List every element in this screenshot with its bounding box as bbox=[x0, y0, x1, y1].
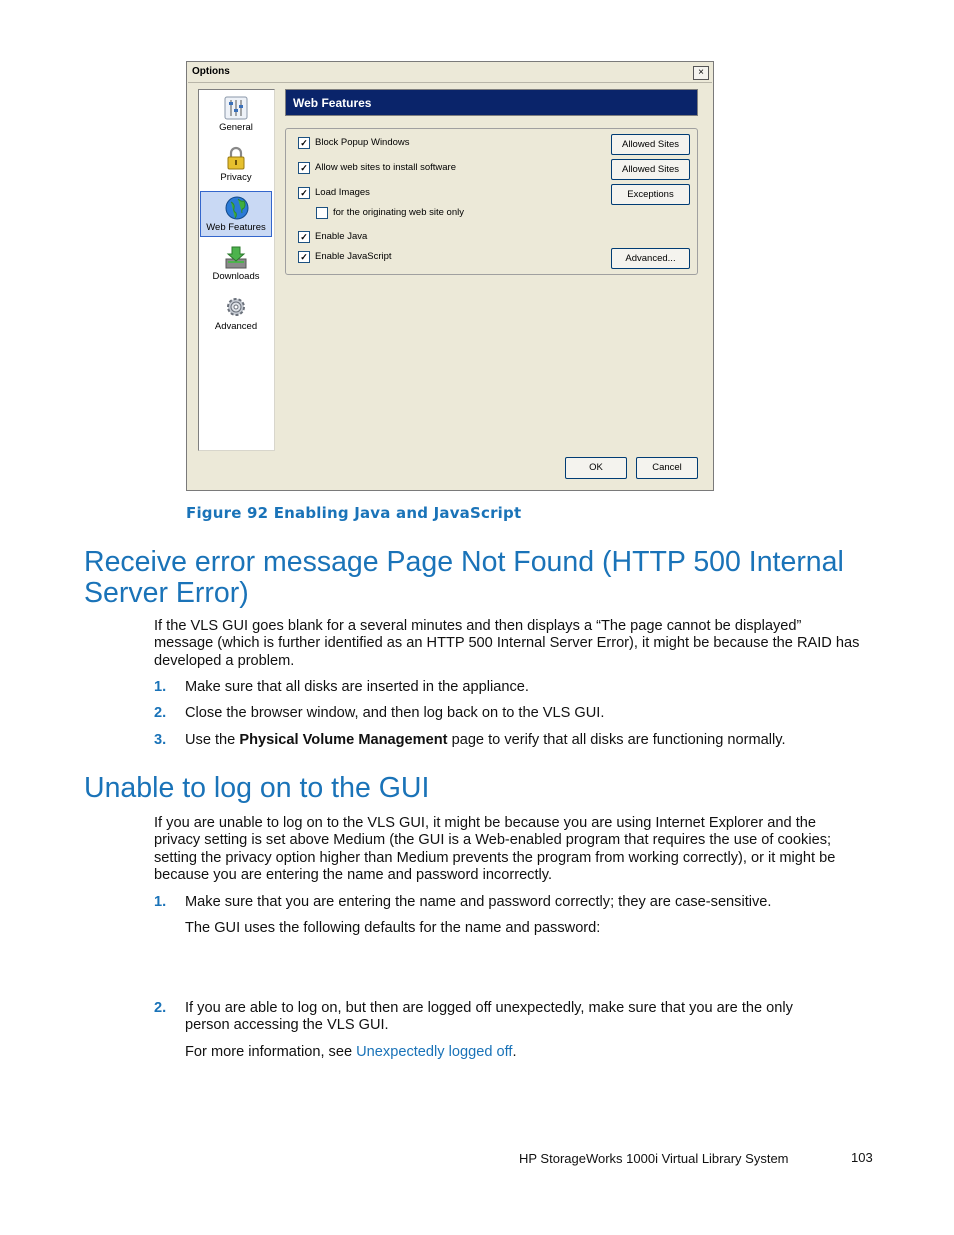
sidebar-item-web-features[interactable] bbox=[200, 191, 272, 237]
sidebar-item-privacy[interactable] bbox=[200, 142, 272, 188]
allow-install-checkbox[interactable]: ✓ bbox=[298, 162, 310, 174]
button-label: OK bbox=[589, 462, 603, 473]
close-icon[interactable]: × bbox=[693, 66, 709, 80]
step-subtext: The GUI uses the following defaults for the name and password: bbox=[185, 920, 601, 936]
sidebar-item-general[interactable] bbox=[200, 92, 272, 138]
step-text bbox=[185, 732, 865, 749]
enable-java-checkbox[interactable]: ✓ bbox=[298, 231, 310, 243]
figure-caption: Figure 92 Enabling Java and JavaScript bbox=[186, 504, 522, 522]
step-text: Close the browser window, and then log back on to the VLS GUI. bbox=[185, 705, 605, 721]
step-text: Make sure that you are entering the name and password correctly; they are case-sensitive. bbox=[185, 894, 772, 910]
unexpectedly-logged-off-link[interactable]: Unexpectedly logged off bbox=[356, 1044, 513, 1060]
step-text-part: page to verify that all disks are functioning normally. bbox=[447, 732, 786, 748]
enable-javascript-checkbox[interactable]: ✓ bbox=[298, 251, 310, 263]
web-features-banner bbox=[285, 89, 698, 116]
step-number: 2. bbox=[154, 1000, 167, 1016]
globe-icon bbox=[225, 196, 249, 220]
step-subtext bbox=[185, 1044, 865, 1061]
sidebar-item-label: Advanced bbox=[214, 321, 258, 332]
step-text-part: For more information, see bbox=[185, 1044, 357, 1060]
step-number: 2. bbox=[154, 705, 167, 721]
section1-intro: If the VLS GUI goes blank for a several minutes and then displays a “The page cannot be displayed” message (which is further identified as an HTTP 500 Internal Server Error), it might be because the RAID has developed a problem. bbox=[154, 618, 860, 669]
sidebar-item-label: General bbox=[219, 122, 253, 133]
button-label: Allowed Sites bbox=[621, 139, 680, 150]
option-label: Enable JavaScript bbox=[315, 251, 392, 262]
allowed-sites-popup-button[interactable] bbox=[611, 134, 690, 155]
option-label: Enable Java bbox=[315, 231, 368, 242]
step-text: If you are able to log on, but then are logged off unexpectedly, make sure that you are the only person accessing the VLS GUI. bbox=[185, 1000, 793, 1034]
option-label: Block Popup Windows bbox=[315, 137, 410, 148]
load-images-checkbox[interactable]: ✓ bbox=[298, 187, 310, 199]
step-number: 1. bbox=[154, 894, 167, 910]
originating-only-checkbox[interactable] bbox=[316, 207, 328, 219]
exceptions-button[interactable] bbox=[611, 184, 690, 205]
step-number: 1. bbox=[154, 679, 167, 695]
dialog-title: Options bbox=[192, 66, 230, 77]
option-label: Load Images bbox=[315, 187, 370, 198]
ui-term: Physical Volume Management bbox=[239, 732, 448, 748]
section-heading-unable-to-log-on: Unable to log on to the GUI bbox=[84, 772, 430, 804]
button-label: Allowed Sites bbox=[621, 164, 680, 175]
button-label: Cancel bbox=[652, 462, 682, 473]
general-sliders-icon bbox=[224, 96, 248, 120]
step-text-part: Use the bbox=[185, 732, 240, 748]
options-dialog bbox=[186, 61, 714, 491]
section-title: Web Features bbox=[293, 96, 372, 110]
ok-button[interactable] bbox=[565, 457, 627, 479]
button-label: Advanced... bbox=[625, 253, 676, 264]
sidebar-item-label: Web Features bbox=[206, 222, 266, 233]
advanced-button[interactable] bbox=[611, 248, 690, 269]
step-number: 3. bbox=[154, 732, 167, 748]
sidebar-item-label: Privacy bbox=[220, 172, 252, 183]
section2-intro: If you are unable to log on to the VLS GUI, it might be because you are using Internet Explorer and the privacy setting is set above Medium (the GUI is a Web-enabled program that requires the use of cookies; setting the privacy option higher than Medium prevents the program from working correctly), or it might be because you are entering the name and password incorrectly. bbox=[154, 815, 836, 883]
cancel-button[interactable] bbox=[636, 457, 698, 479]
sidebar-item-downloads[interactable] bbox=[200, 241, 272, 287]
sidebar-item-label: Downloads bbox=[212, 271, 260, 282]
sidebar-item-advanced[interactable] bbox=[200, 291, 272, 337]
padlock-icon bbox=[224, 146, 248, 170]
heading-line: Server Error) bbox=[84, 577, 249, 609]
options-sidebar bbox=[198, 89, 275, 451]
allowed-sites-install-button[interactable] bbox=[611, 159, 690, 180]
page-number: 103 bbox=[851, 1150, 873, 1165]
heading-line: Receive error message Page Not Found (HTTP 500 Internal bbox=[84, 546, 844, 578]
footer-product-name: HP StorageWorks 1000i Virtual Library System bbox=[519, 1151, 789, 1166]
option-label: Allow web sites to install software bbox=[315, 162, 456, 173]
dialog-titlebar bbox=[188, 63, 712, 83]
web-features-options bbox=[285, 128, 698, 275]
download-icon bbox=[224, 245, 248, 269]
step-text: Make sure that all disks are inserted in the appliance. bbox=[185, 679, 529, 695]
button-label: Exceptions bbox=[627, 189, 674, 200]
step-text-part: . bbox=[512, 1044, 517, 1060]
gear-icon bbox=[224, 295, 248, 319]
option-label: for the originating web site only bbox=[333, 207, 464, 218]
block-popups-checkbox[interactable]: ✓ bbox=[298, 137, 310, 149]
section-heading-http-500 bbox=[84, 547, 844, 609]
